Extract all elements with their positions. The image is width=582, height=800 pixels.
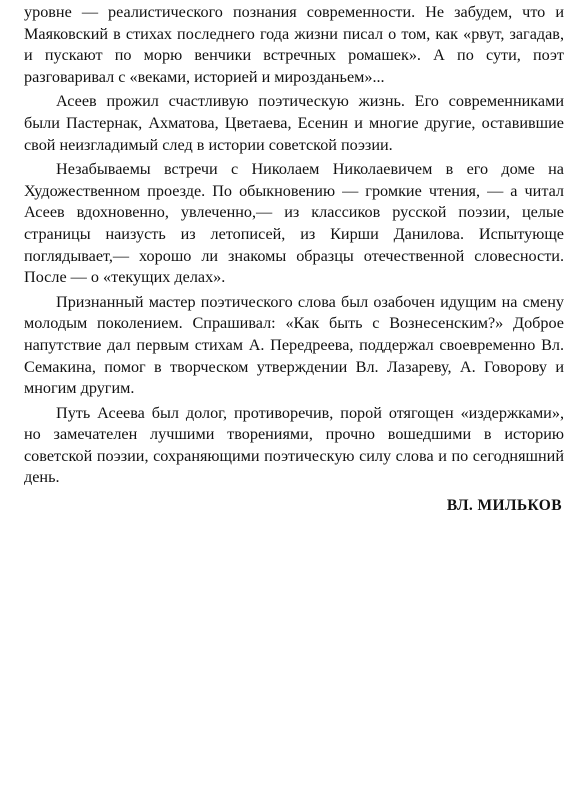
paragraph: Путь Асеева был долог, противоречив, порой отягощен «издержками», но замечателен лучшими творениями, прочно вошедшими в историю советской поэзии, сохраняющими поэтическую силу слова и по сегодняшний день.: [24, 403, 564, 487]
paragraph: Асеев прожил счастливую поэтическую жизнь. Его современниками были Пастернак, Ахматова, Цветаева, Есенин и многие другие, оставившие свой неизгладимый след в истории советской поэзии.: [24, 92, 564, 154]
author-signature: ВЛ. МИЛЬКОВ: [446, 497, 562, 514]
paragraph: Незабываемы встречи с Николаем Николаевичем в его доме на Художественном проезде. По обыкновению — громкие чтения, — а читал Асеев вдохновенно, увлеченно,— из классиков русской поэзии, целые страницы наизусть из летописей, из Кирши Данилова. Испытующе поглядывает,— хорошо ли знакомы образцы отечественной словесности. После — о «текущих делах».: [24, 160, 564, 287]
paragraph: уровне — реалистического познания современности. Не забудем, что и Маяковский в стихах последнего года жизни писал о том, как «рвут, загадав, и пускают по морю венчики встречных ромашек». А по сути, поэт разговаривал с «веками, историей и мирозданьем»...: [24, 3, 564, 86]
paragraph: Признанный мастер поэтического слова был озабочен идущим на смену молодым поколением. Спрашивал: «Как быть с Вознесенским?» Доброе напутствие дал первым стихам А. Передреева, поддержал своевременно Вл. Семакина, помог в творческом утверждении Вл. Лазареву, А. Говорову и многим другим.: [24, 292, 564, 398]
document-body: [24, 2, 564, 489]
